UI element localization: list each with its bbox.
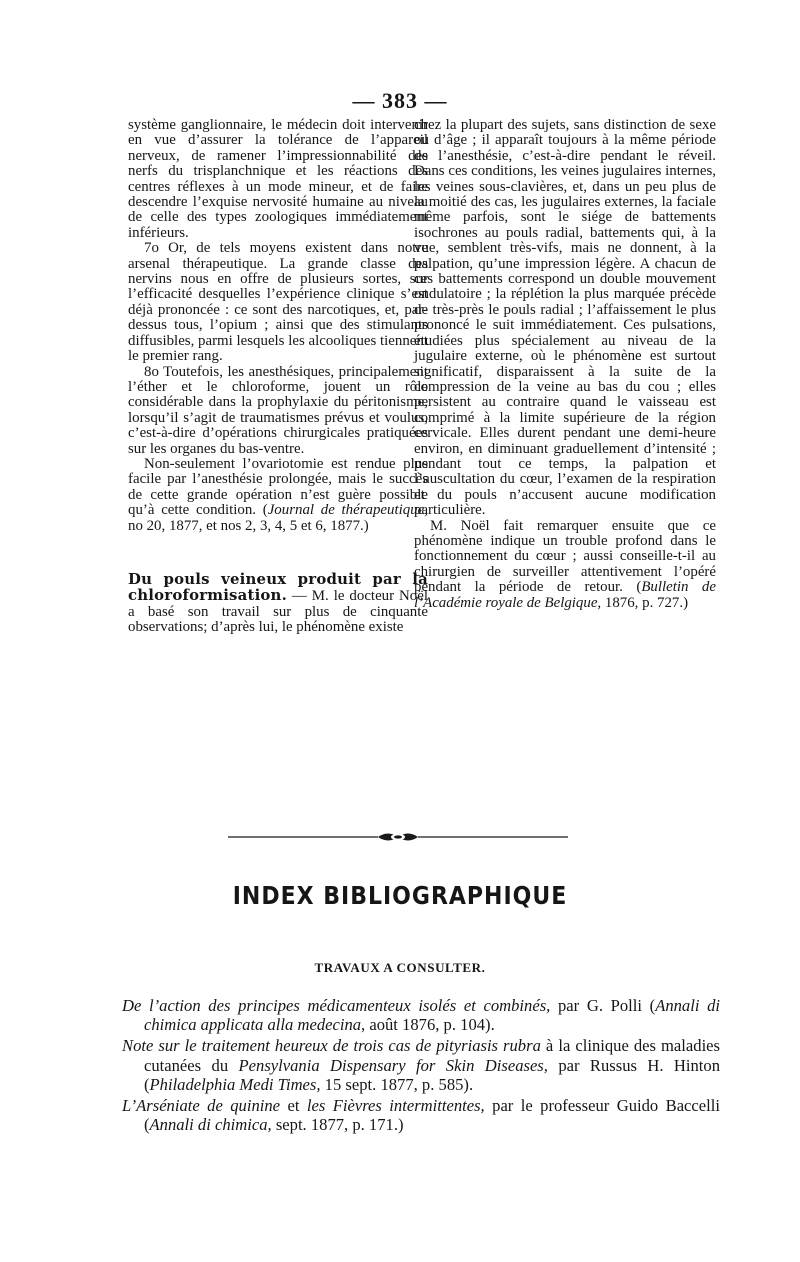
travaux-heading: TRAVAUX A CONSULTER. [314,960,486,975]
reference-text: août 1876, p. 104). [365,1015,495,1035]
left-paragraph-5 [128,569,428,636]
left-paragraph-2: 7o Or, de tels moyens existent dans notre arsenal thérapeutique. La grande classe des nervins nous en offre de plusieurs sortes, sur l’efficacité desquelles l’expérience clinique s’est déjà prononcée : ce sont des narcotiques, et, par-dessus tous, l’opium ; ainsi que des stimulants diffusibles, parmi lesquels les alcooliques tiennent le premier rang. [128,240,428,365]
reference-text: par G. Polli ( [550,996,656,1015]
left-paragraph-3: 8o Toutefois, les anesthésiques, principalement l’éther et le chloroforme, jouent un rôle considérable dans la prophylaxie du péritonisme, lorsqu’il s’agit de traumatismes prévus et voulus, c’est-à-dire d’opérations chirurgicales pratiquées sur les organes du bas-ventre. [128,363,428,457]
ornamental-rule [228,829,568,845]
journal-citation: Journal de thérapeutique, [267,502,428,519]
right-paragraph-2-text: M. Noël fait remarquer ensuite que ce phénomène indique un trouble profond dans le fonctionnement du cœur ; aussi conseille-t-il au chirurgien de surveiller attentivement l’opéré pendant la période de retour. ( [414,517,716,596]
bulletin-citation-ref: 1876, p. 727.) [601,594,689,611]
reference-text: par Russus H. Hinton ( [144,1055,720,1094]
right-paragraph-2 [414,519,716,611]
left-column [128,118,428,636]
reference-item [122,1036,720,1094]
reference-title: De l’action des principes médicamenteux isolés et combinés, [122,996,551,1015]
bulletin-citation: Bulletin de l’Académie royale de Belgique, [414,579,716,611]
right-column [414,118,716,611]
reference-text: sept. 1877, p. 171.) [271,1115,404,1135]
left-paragraph-1: système ganglionnaire, le médecin doit intervenir en vue d’assurer la tolérance de l’appareil nerveux, de ramener l’impressionnabilité des nerfs du trisplanchnique et les réactions des centres réflexes à un mode mineur, et de faire descendre l’exquise nervosité humaine au niveau de celle des types zoologiques immédiatement inférieurs. [128,117,428,241]
reference-journal: Philadelphia Medi Times, [149,1074,321,1094]
reference-journal: les Fièvres intermittentes, [306,1096,485,1116]
reference-journal: Pensylvania Dispensary for Skin Diseases, [238,1055,548,1075]
page-number: — 383 — [352,88,448,113]
reference-title: L’Arséniate de quinine [122,1096,281,1116]
reference-text: à la clinique des maladies cutanées du [144,1036,720,1075]
reference-title: Note sur le traitement heureux de trois cas de pityriasis rubra [122,1036,541,1056]
left-paragraph-4 [128,457,428,534]
index-title: INDEX BIBLIOGRAPHIQUE [232,882,568,911]
right-paragraph-1: chez la plupart des sujets, sans distinction de sexe ou d’âge ; il apparaît toujours à la même période de l’anesthésie, c’est-à-dire pendant le réveil. Dans ces conditions, les veines jugulaires internes, les veines sous-clavières, et, dans un peu plus de la moitié des cas, les jugulaires externes, la faciale même parfois, sont le siége de battements isochrones au pouls radial, battements qui, à la vue, semblent très-vifs, mais ne donnent, à la palpation, qu’une impression légère. A chacun de ces battements correspond un double mouvement ondulatoire ; la réplétion la plus marquée précède de très-près le pouls radial ; l’affaissement le plus prononcé le suit immédiatement. Ces pulsations, étudiées plus spécialement au niveau de la jugulaire externe, où le phénomène est surtout significatif, disparaissent à la suite de la compression de la veine au bas du cou ; elles persistent au contraire quand le vaisseau est comprimé à la limite supérieure de la région cervicale. Elles durent pendant une demi-heure environ, en diminuant graduellement d’intensité ; pendant tout ce temps, la palpation et l’auscultation du cœur, l’examen de la respiration et du pouls n’accusent aucune modification particulière. [414,117,716,519]
left-paragraph-5-text: — M. le docteur Noël a basé son travail sur plus de cinquante observations; d’après lui, le phénomène existe [128,588,428,636]
reference-item [122,1096,720,1134]
section-heading: Du pouls veineux produit par la chloroformisation. [128,569,428,605]
reference-text: 15 sept. 1877, p. 585). [320,1074,474,1094]
reference-list [122,996,720,1136]
reference-text: et [280,1096,307,1116]
reference-item [122,996,720,1034]
reference-text: par le professeur Guido Baccelli ( [144,1096,720,1135]
left-paragraph-4-text: Non-seulement l’ovariotomie est rendue plus facile par l’anesthésie prolongée, mais le succès de cette grande opération n’est guère possible qu’à cette condition. ( [128,455,428,519]
reference-journal: Annali di chimica applicata alla medecina, [144,996,721,1035]
journal-citation-ref: no 20, 1877, et nos 2, 3, 4, 5 et 6, 1877.) [128,517,369,534]
reference-journal: Annali di chimica, [149,1115,272,1135]
